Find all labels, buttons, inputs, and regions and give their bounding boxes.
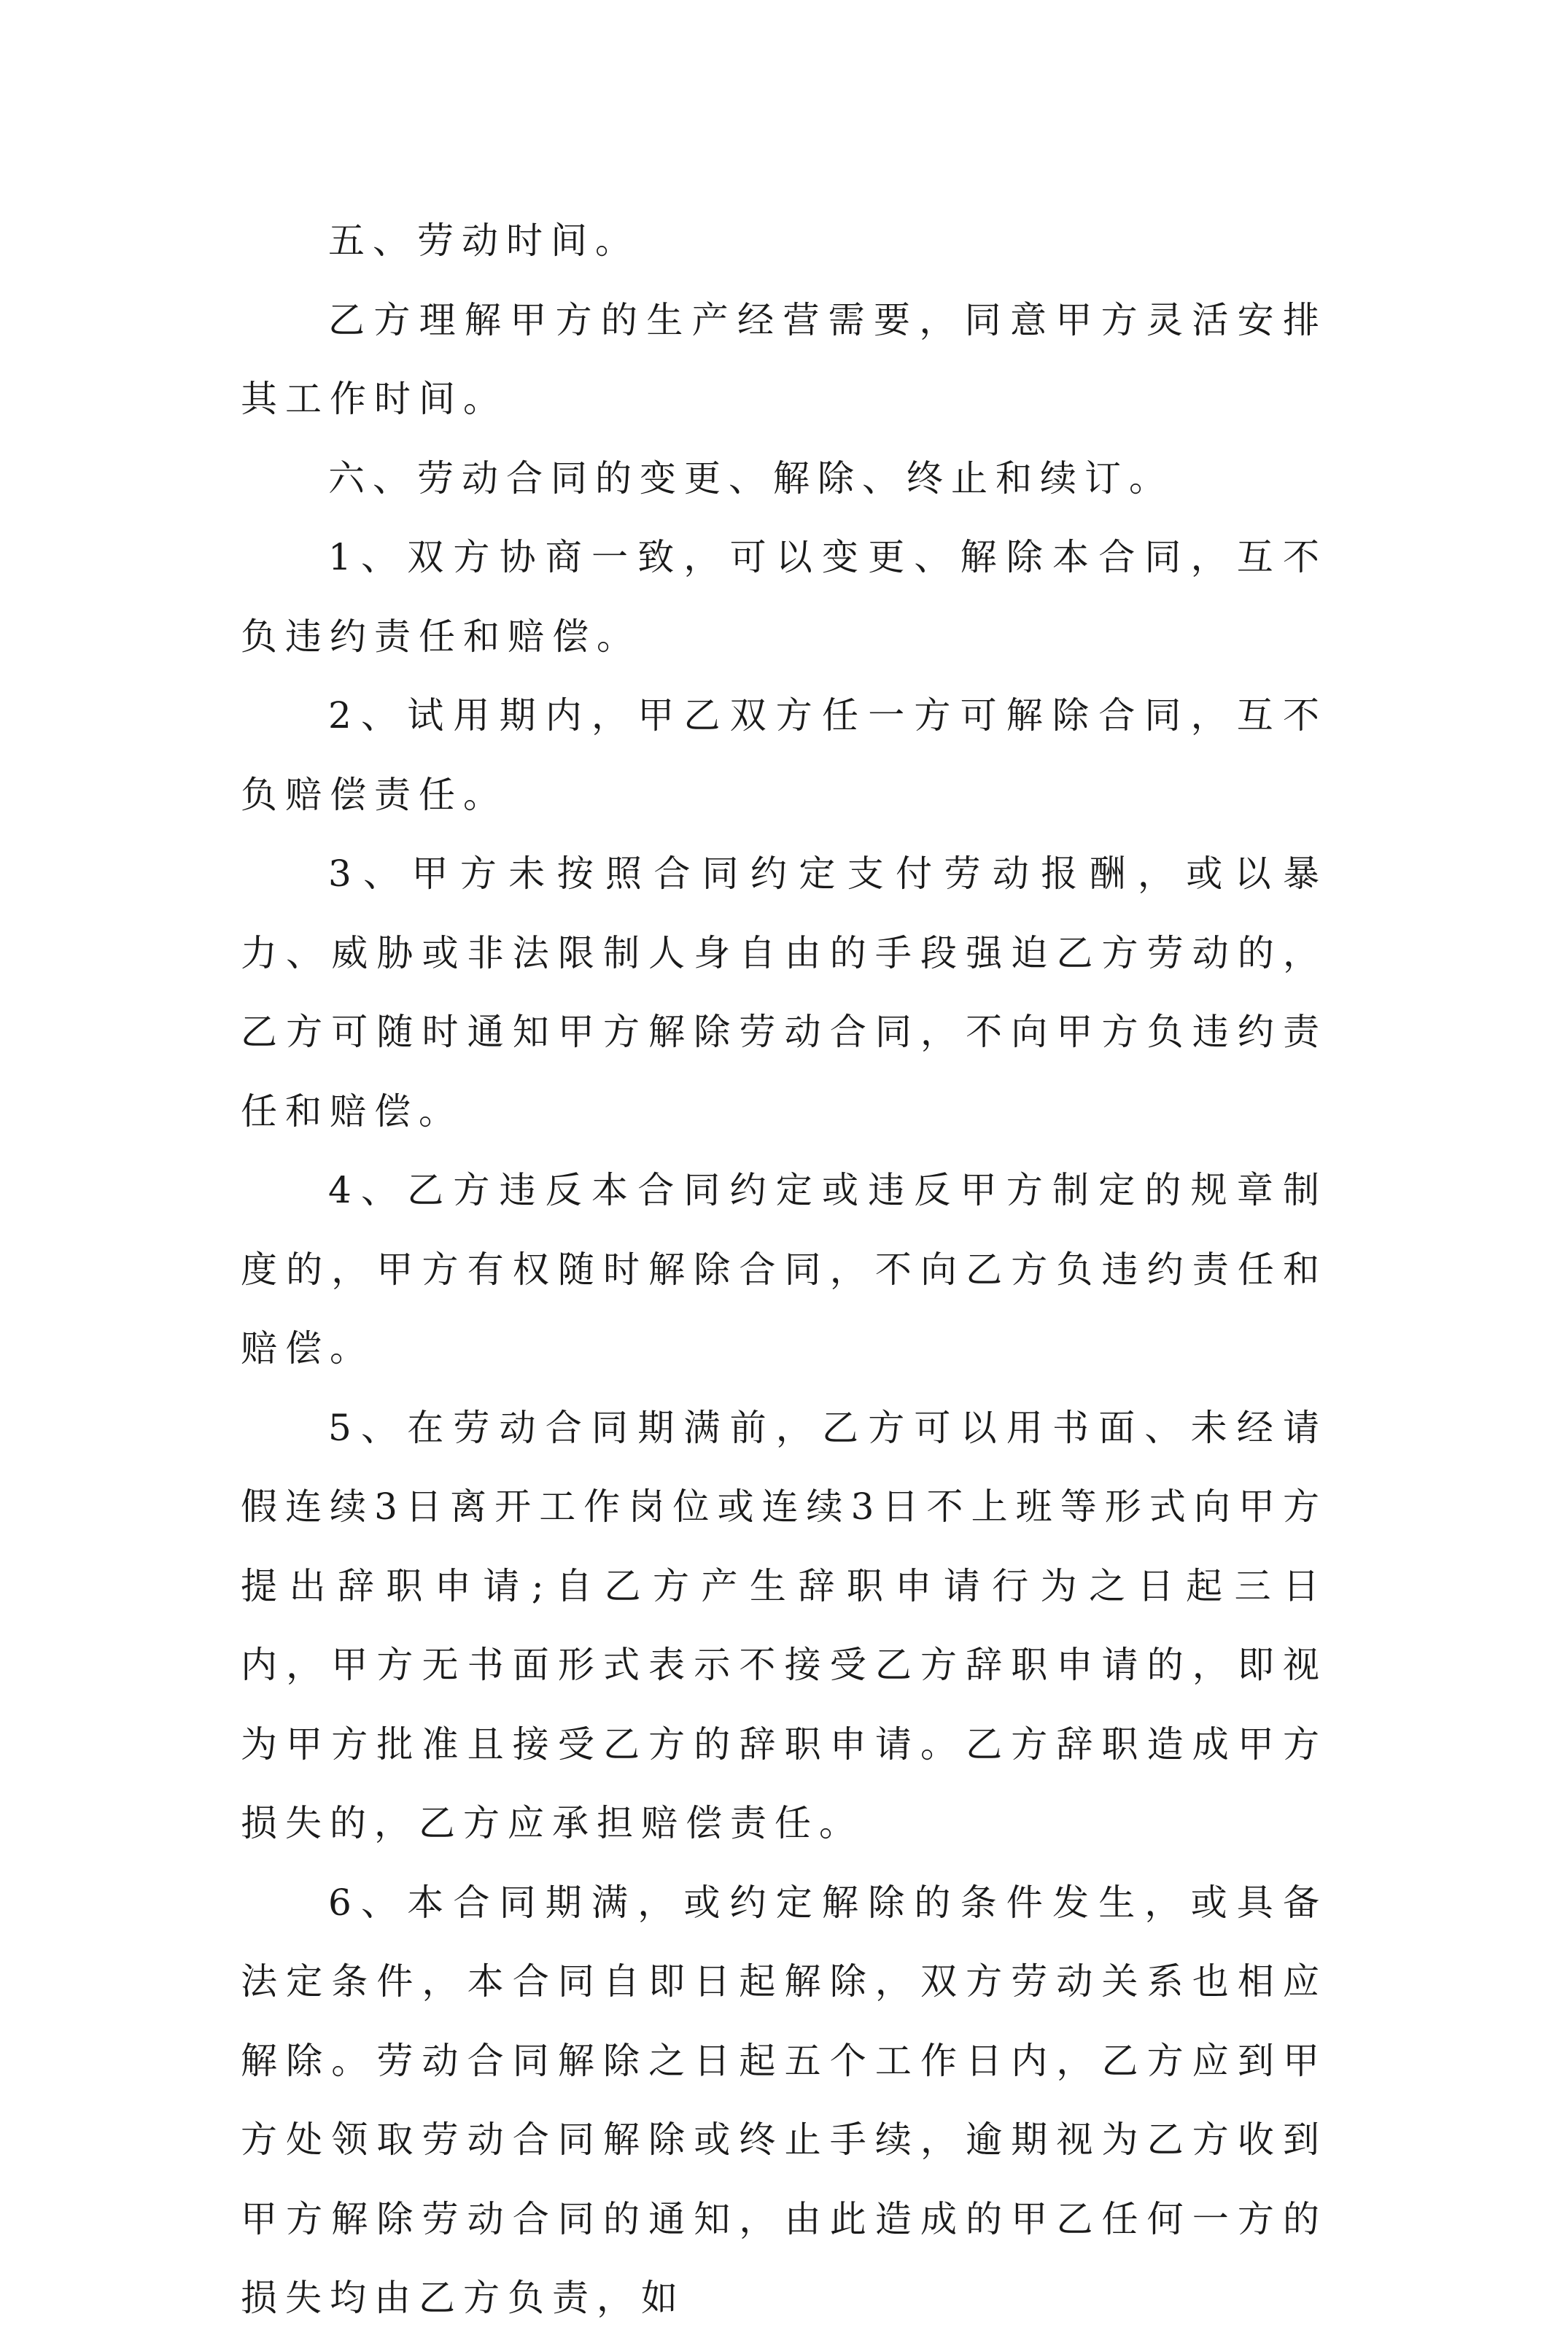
document-body xyxy=(241,201,1327,2338)
clause-5-resignation: 5、在劳动合同期满前，乙方可以用书面、未经请假连续3日离开工作岗位或连续3日不上班等形式向甲方提出辞职申请;自乙方产生辞职申请行为之日起三日内，甲方无书面形式表示不接受乙方辞职申请的，即视为甲方批准且接受乙方的辞职申请。乙方辞职造成甲方损失的，乙方应承担赔偿责任。 xyxy=(241,1406,1327,1844)
clause-1-mutual-agreement: 1、双方协商一致，可以变更、解除本合同，互不负违约责任和赔偿。 xyxy=(241,536,1327,658)
paragraph-flexible-hours: 乙方理解甲方的生产经营需要，同意甲方灵活安排其工作时间。 xyxy=(241,298,1327,420)
clause-3-employer-violation: 3、甲方未按照合同约定支付劳动报酬，或以暴力、威胁或非法限制人身自由的手段强迫乙方劳动的，乙方可随时通知甲方解除劳动合同，不向甲方负违约责任和赔偿。 xyxy=(241,853,1327,1133)
clause-4-employee-violation: 4、乙方违反本合同约定或违反甲方制定的规章制度的，甲方有权随时解除合同，不向乙方负违约责任和赔偿。 xyxy=(241,1169,1327,1370)
section-heading-contract-changes: 六、劳动合同的变更、解除、终止和续订。 xyxy=(328,457,1173,500)
section-heading-working-hours: 五、劳动时间。 xyxy=(328,220,640,262)
clause-6-contract-expiry: 6、本合同期满，或约定解除的条件发生，或具备法定条件，本合同自即日起解除，双方劳动关系也相应解除。劳动合同解除之日起五个工作日内，乙方应到甲方处领取劳动合同解除或终止手续，逾期视为乙方收到甲方解除劳动合同的通知，由此造成的甲乙任何一方的损失均由乙方负责，如 xyxy=(241,1881,1327,2319)
clause-2-probation-period: 2、试用期内，甲乙双方任一方可解除合同，互不负赔偿责任。 xyxy=(241,694,1327,816)
